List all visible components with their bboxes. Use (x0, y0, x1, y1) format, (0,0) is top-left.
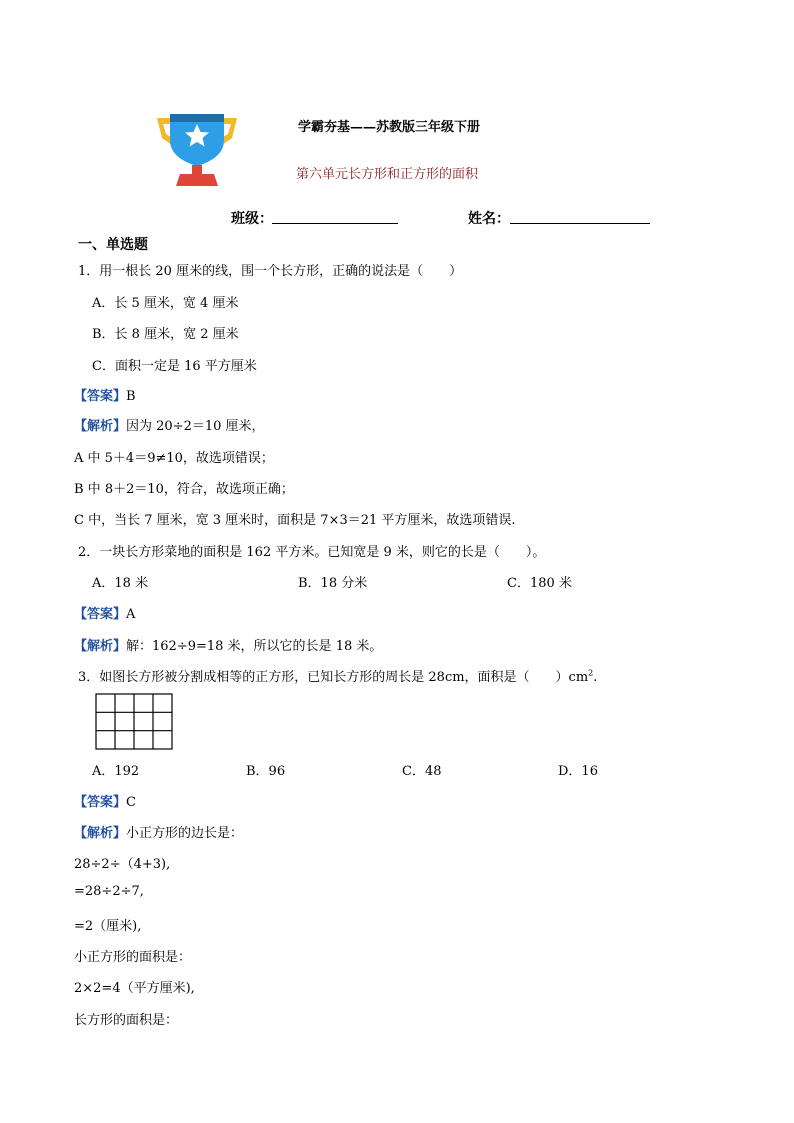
class-label: 班级： (231, 211, 273, 227)
question-3-stem-sup: 2 (588, 668, 594, 678)
analysis-text: 小正方形的边长是： (126, 826, 244, 841)
question-2-option-a: A．18 米 (92, 576, 149, 591)
question-1-option-a: A．长 5 厘米，宽 4 厘米 (92, 296, 239, 311)
answer-value: B (126, 389, 136, 404)
question-2-analysis-line (74, 635, 382, 654)
question-1-analysis-line: B 中 8＋2＝10，符合，故选项正确； (74, 482, 294, 497)
question-3-stem-text: 3．如图长方形被分割成相等的正方形，已知长方形的周长是 28cm，面积是（ ）cm (78, 670, 589, 685)
question-2-stem: 2．一块长方形菜地的面积是 162 平方米。已知宽是 9 米，则它的长是（ ）。 (78, 545, 546, 560)
question-3-stem-end: . (593, 670, 598, 685)
answer-value: A (126, 607, 136, 622)
question-3-option-a: A．192 (92, 764, 140, 779)
question-3-option-b: B．96 (246, 764, 286, 779)
question-3-option-c: C．48 (402, 764, 442, 779)
trophy-base (176, 174, 218, 186)
question-3-stem (78, 666, 597, 685)
trophy-stem (192, 165, 202, 174)
answer-tag: 【答案】 (74, 389, 127, 404)
name-label: 姓名： (468, 211, 510, 227)
analysis-text: 解：162÷9=18 米，所以它的长是 18 米。 (126, 639, 383, 654)
question-3-analysis-line: =2（厘米), (74, 919, 142, 934)
question-3-analysis-line: 2×2=4（平方厘米), (74, 981, 195, 996)
question-2-option-b: B．18 分米 (298, 576, 368, 591)
question-1-answer (74, 385, 136, 404)
question-3-analysis-line (74, 822, 243, 841)
class-field[interactable] (272, 223, 398, 224)
analysis-tag: 【解析】 (74, 419, 127, 434)
analysis-text: 因为 20÷2＝10 厘米， (126, 419, 265, 434)
answer-tag: 【答案】 (74, 607, 127, 622)
question-3-answer (74, 791, 136, 810)
question-1-stem: 1．用一根长 20 厘米的线，围一个长方形，正确的说法是（ ） (78, 264, 463, 279)
document-title: 学霸夯基——苏教版三年级下册 (298, 120, 481, 135)
question-1-analysis-line (74, 415, 265, 434)
analysis-tag: 【解析】 (74, 639, 127, 654)
document-subtitle: 第六单元长方形和正方形的面积 (296, 167, 479, 182)
trophy-logo (152, 110, 242, 188)
question-1-analysis-line: C 中，当长 7 厘米，宽 3 厘米时，面积是 7×3＝21 平方厘米，故选项错误. (74, 513, 516, 528)
answer-value: C (126, 795, 136, 810)
question-3-analysis-line: 长方形的面积是： (74, 1013, 179, 1028)
question-3-analysis-line: =28÷2÷7, (74, 884, 144, 899)
question-3-grid-figure (95, 693, 173, 750)
trophy-cup-shade (170, 114, 224, 122)
question-1-option-b: B．长 8 厘米，宽 2 厘米 (92, 327, 239, 342)
question-2-option-c: C．180 米 (507, 576, 572, 591)
question-2-answer (74, 603, 135, 622)
question-1-option-c: C．面积一定是 16 平方厘米 (92, 359, 257, 374)
question-3-option-d: D．16 (558, 764, 598, 779)
analysis-tag: 【解析】 (74, 826, 127, 841)
question-3-analysis-line: 28÷2÷（4+3), (74, 857, 171, 872)
name-field[interactable] (510, 223, 650, 224)
question-3-analysis-line: 小正方形的面积是： (74, 950, 192, 965)
answer-tag: 【答案】 (74, 795, 127, 810)
question-1-analysis-line: A 中 5＋4＝9≠10，故选项错误； (74, 451, 274, 466)
section-heading: 一、单选题 (78, 237, 148, 253)
